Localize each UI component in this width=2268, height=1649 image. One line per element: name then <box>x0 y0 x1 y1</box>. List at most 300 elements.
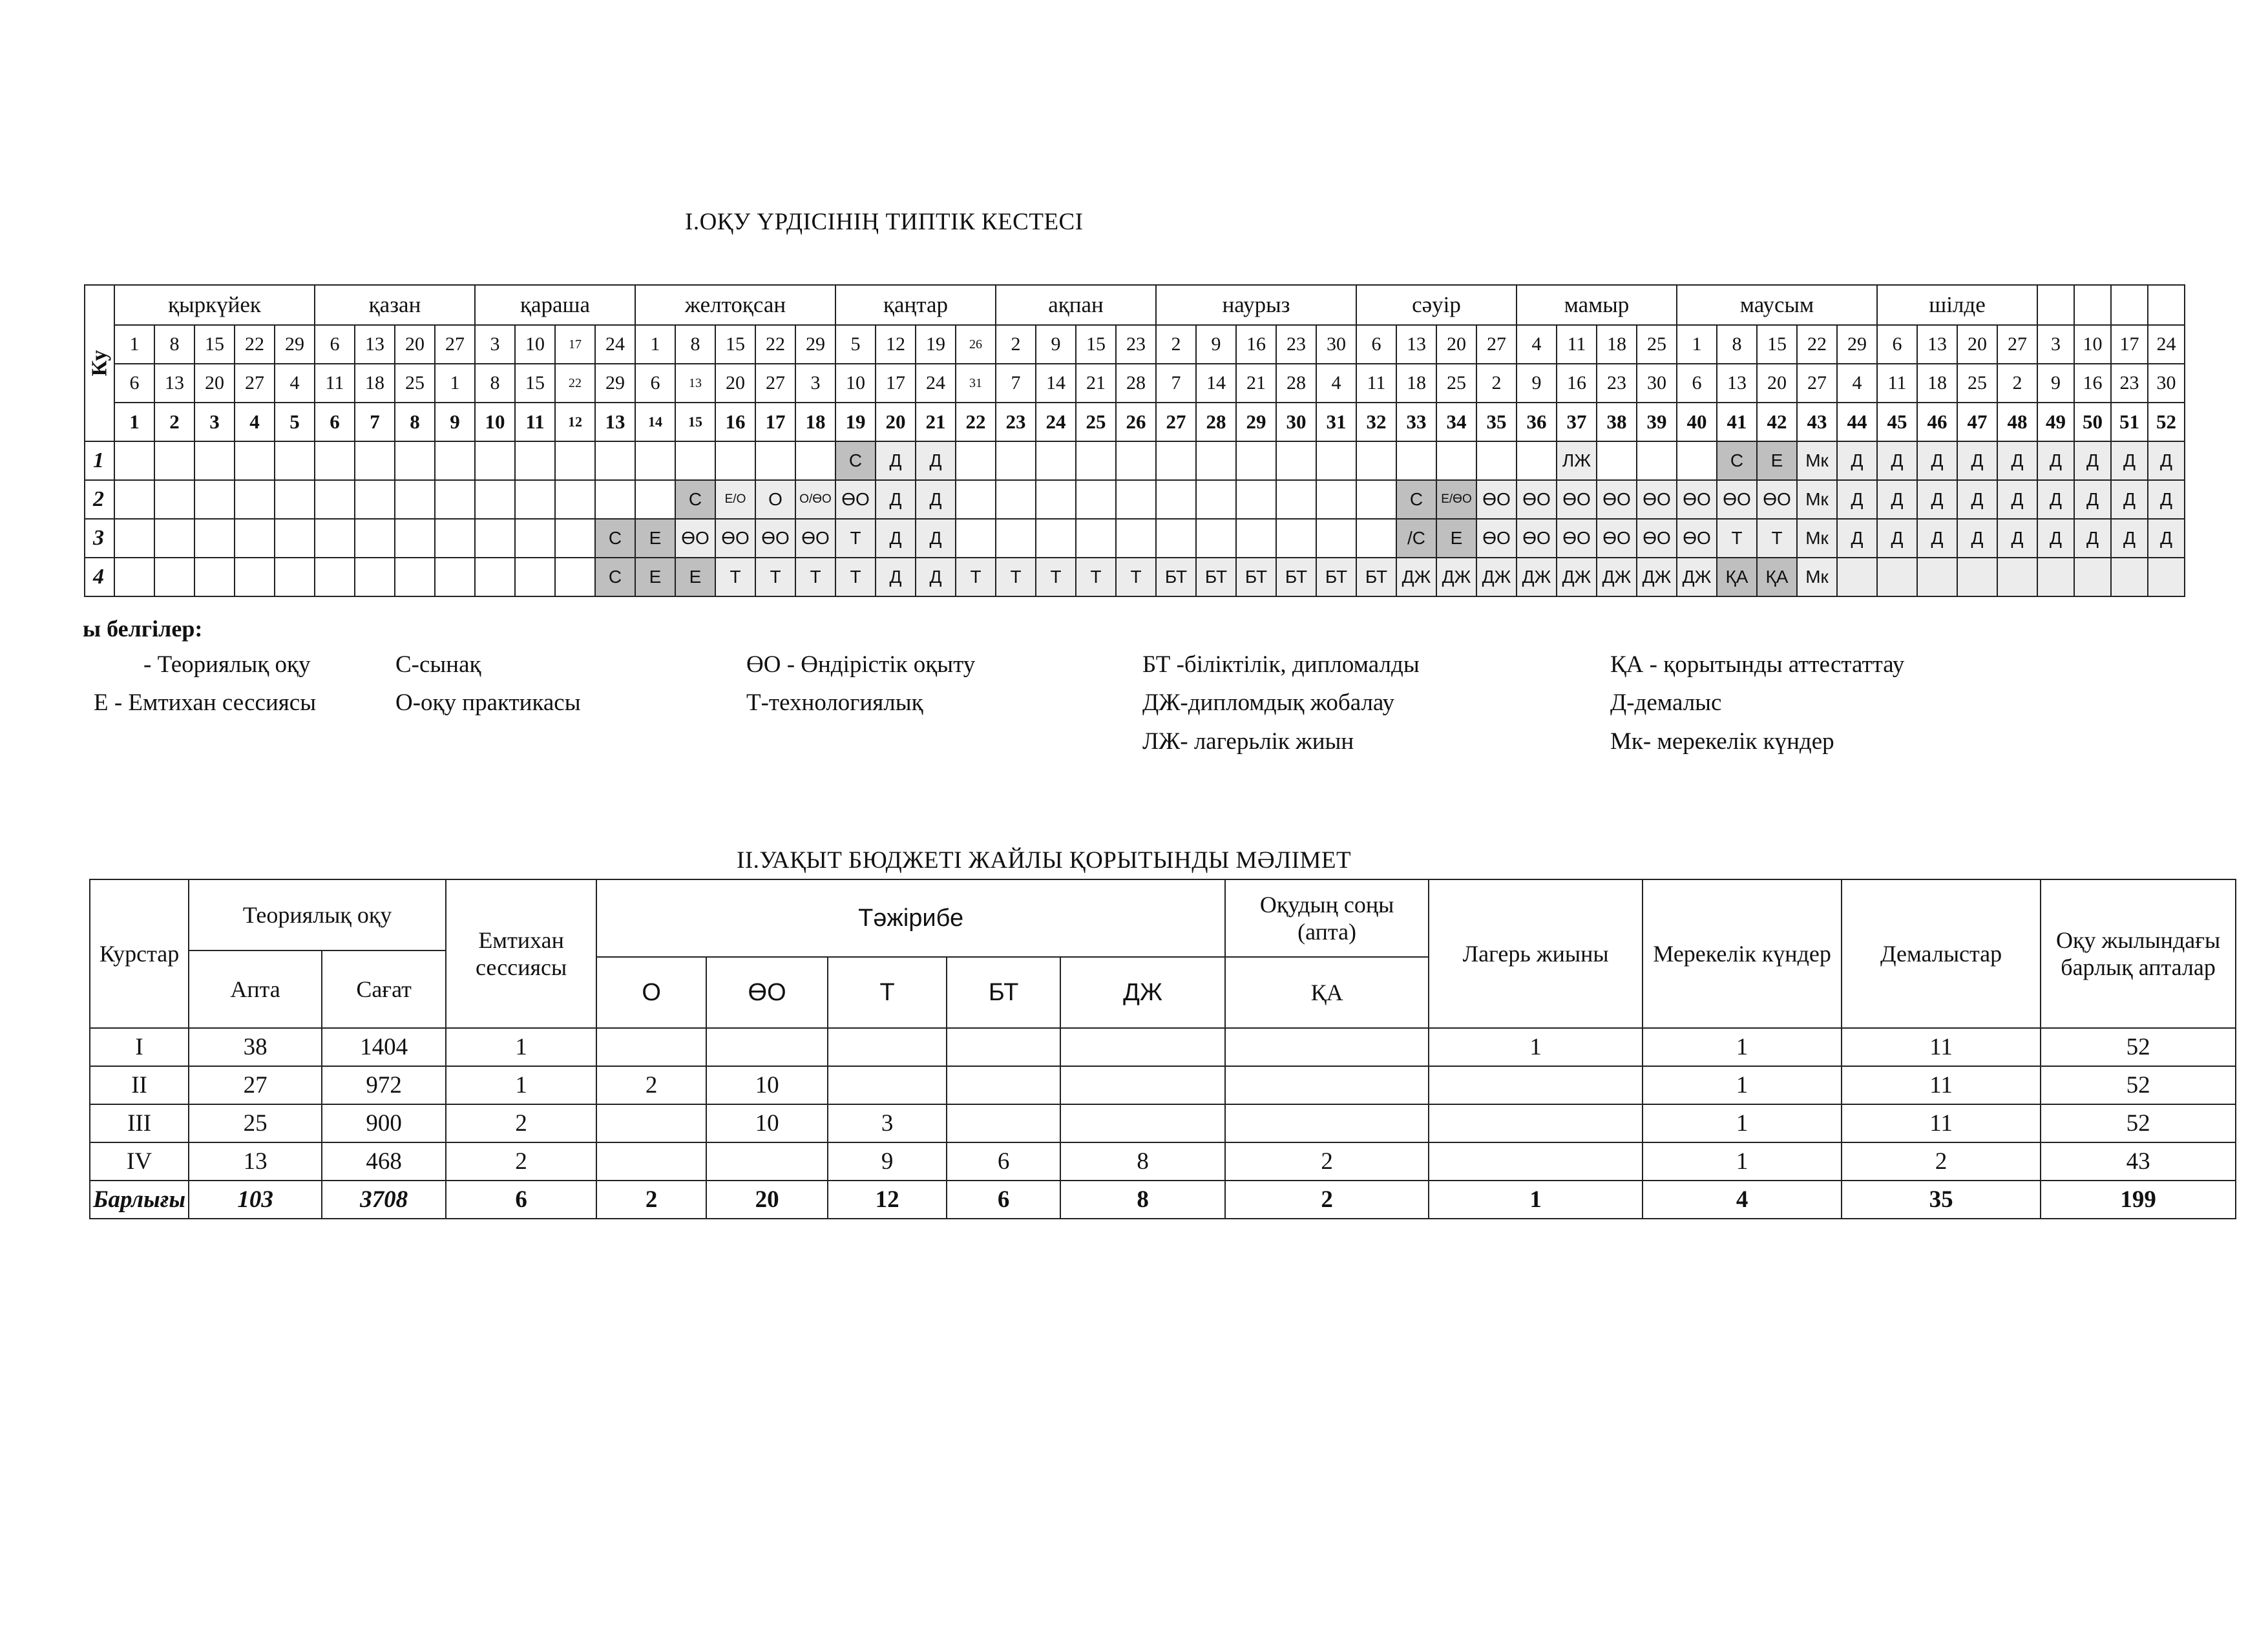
week-number: 38 <box>1597 403 1637 441</box>
schedule-cell <box>595 480 635 519</box>
week-end-day: 18 <box>1396 364 1436 403</box>
budget-cell: 1 <box>1643 1066 1842 1104</box>
week-number: 51 <box>2111 403 2148 441</box>
budget-cell: 2 <box>446 1142 596 1181</box>
schedule-cell <box>275 480 315 519</box>
total-cell: 35 <box>1842 1181 2041 1219</box>
week-end-day: 7 <box>996 364 1036 403</box>
schedule-cell: Е <box>1436 519 1476 558</box>
schedule-cell: ДЖ <box>1517 558 1557 596</box>
week-start-day: 15 <box>715 325 755 364</box>
week-end-day: 27 <box>235 364 275 403</box>
week-start-day: 27 <box>435 325 475 364</box>
schedule-cell <box>996 441 1036 480</box>
schedule-cell: Д <box>876 480 916 519</box>
week-start-day: 30 <box>1316 325 1356 364</box>
month-header: маусым <box>1677 285 1877 325</box>
schedule-cell: Д <box>916 441 956 480</box>
legend-vacation: Д-демалыс <box>1610 689 1722 716</box>
schedule-cell <box>1116 519 1156 558</box>
schedule-cell <box>1476 441 1517 480</box>
schedule-cell <box>114 519 154 558</box>
week-end-day: 11 <box>1356 364 1396 403</box>
week-start-day: 6 <box>1877 325 1917 364</box>
week-end-day: 14 <box>1036 364 1076 403</box>
budget-cell <box>1225 1028 1429 1066</box>
week-end-day: 13 <box>675 364 715 403</box>
schedule-cell: Т <box>1036 558 1076 596</box>
total-cell: 103 <box>189 1181 322 1219</box>
schedule-cell <box>1156 480 1196 519</box>
legend-exam: Е - Емтихан сессиясы <box>94 689 317 716</box>
schedule-cell: ӨО <box>1677 480 1717 519</box>
schedule-cell <box>555 480 595 519</box>
schedule-cell <box>956 519 996 558</box>
schedule-cell: Д <box>1917 519 1957 558</box>
week-number: 6 <box>315 403 355 441</box>
week-start-day: 20 <box>395 325 435 364</box>
schedule-cell: ӨО <box>835 480 876 519</box>
schedule-cell <box>1957 558 1997 596</box>
schedule-cell <box>635 480 675 519</box>
week-number: 3 <box>194 403 235 441</box>
week-start-day: 2 <box>1156 325 1196 364</box>
schedule-cell: ӨО <box>1476 519 1517 558</box>
month-header: қыркүйек <box>114 285 315 325</box>
month-header: мамыр <box>1517 285 1677 325</box>
week-end-day: 1 <box>435 364 475 403</box>
schedule-cell: Т <box>1116 558 1156 596</box>
schedule-cell: ӨО <box>755 519 795 558</box>
total-cell: 4 <box>1643 1181 1842 1219</box>
week-number: 23 <box>996 403 1036 441</box>
budget-cell: 52 <box>2041 1066 2236 1104</box>
schedule-cell: БТ <box>1316 558 1356 596</box>
schedule-cell: Д <box>2111 441 2148 480</box>
schedule-cell: ӨО <box>795 519 835 558</box>
week-number: 31 <box>1316 403 1356 441</box>
schedule-cell: Д <box>1997 519 2037 558</box>
legend-diploma-project: ДЖ-дипломдық жобалау <box>1142 689 1394 716</box>
schedule-cell: ӨО <box>715 519 755 558</box>
schedule-cell: Е/О <box>715 480 755 519</box>
schedule-cell <box>1356 480 1396 519</box>
schedule-cell: БТ <box>1356 558 1396 596</box>
total-cell: 6 <box>446 1181 596 1219</box>
week-number: 50 <box>2074 403 2111 441</box>
budget-cell <box>1429 1104 1643 1142</box>
week-end-day: 20 <box>1757 364 1797 403</box>
schedule-cell: ДЖ <box>1476 558 1517 596</box>
week-number: 42 <box>1757 403 1797 441</box>
schedule-cell: Т <box>835 519 876 558</box>
schedule-cell <box>1677 441 1717 480</box>
header-dj: ДЖ <box>1060 957 1225 1028</box>
header-exam: Емтихан сессиясы <box>446 879 596 1028</box>
budget-cell: 2 <box>1842 1142 2041 1181</box>
schedule-cell <box>1276 441 1316 480</box>
schedule-cell <box>114 441 154 480</box>
week-number: 47 <box>1957 403 1997 441</box>
budget-cell: 3 <box>828 1104 947 1142</box>
schedule-cell <box>2037 558 2074 596</box>
schedule-cell <box>355 441 395 480</box>
schedule-cell <box>635 441 675 480</box>
schedule-cell <box>795 441 835 480</box>
schedule-cell <box>475 441 515 480</box>
schedule-cell <box>275 519 315 558</box>
corner-label <box>85 285 114 441</box>
schedule-cell <box>515 441 555 480</box>
schedule-cell <box>114 558 154 596</box>
week-start-day: 13 <box>355 325 395 364</box>
week-number: 9 <box>435 403 475 441</box>
budget-cell: 10 <box>706 1104 828 1142</box>
schedule-cell: БТ <box>1156 558 1196 596</box>
budget-cell <box>828 1028 947 1066</box>
schedule-cell: ДЖ <box>1677 558 1717 596</box>
week-end-day: 20 <box>194 364 235 403</box>
schedule-cell: Е/ӨО <box>1436 480 1476 519</box>
budget-cell: 38 <box>189 1028 322 1066</box>
budget-cell: 13 <box>189 1142 322 1181</box>
schedule-cell: Д <box>1997 480 2037 519</box>
week-number: 28 <box>1196 403 1236 441</box>
budget-cell: 1 <box>1643 1104 1842 1142</box>
schedule-cell <box>2148 558 2185 596</box>
header-weeks: Апта <box>189 951 322 1028</box>
budget-cell: 9 <box>828 1142 947 1181</box>
total-label: Барлығы <box>90 1181 189 1219</box>
schedule-cell <box>1276 519 1316 558</box>
schedule-cell <box>1436 441 1476 480</box>
week-number: 34 <box>1436 403 1476 441</box>
week-end-day: 11 <box>315 364 355 403</box>
week-number: 18 <box>795 403 835 441</box>
schedule-cell: Д <box>1917 480 1957 519</box>
schedule-cell <box>755 441 795 480</box>
total-cell: 20 <box>706 1181 828 1219</box>
budget-cell <box>1060 1066 1225 1104</box>
total-cell: 199 <box>2041 1181 2236 1219</box>
schedule-cell <box>275 441 315 480</box>
week-end-day: 8 <box>475 364 515 403</box>
schedule-cell: ӨО <box>675 519 715 558</box>
schedule-cell <box>1156 519 1196 558</box>
schedule-cell: Д <box>1957 441 1997 480</box>
schedule-cell: /С <box>1396 519 1436 558</box>
budget-cell: 52 <box>2041 1104 2236 1142</box>
week-end-day: 25 <box>1957 364 1997 403</box>
header-end-study: Оқудың соңы (апта) <box>1225 879 1429 957</box>
month-header: қараша <box>475 285 635 325</box>
schedule-cell <box>1597 441 1637 480</box>
schedule-cell <box>154 519 194 558</box>
week-end-day: 30 <box>1637 364 1677 403</box>
month-header: желтоқсан <box>635 285 835 325</box>
course-label: 3 <box>85 519 114 558</box>
week-start-day: 1 <box>635 325 675 364</box>
schedule-cell <box>1076 519 1116 558</box>
week-start-day: 24 <box>595 325 635 364</box>
schedule-cell <box>275 558 315 596</box>
schedule-cell: Т <box>956 558 996 596</box>
schedule-cell <box>114 480 154 519</box>
budget-cell <box>596 1142 706 1181</box>
week-start-day: 10 <box>2074 325 2111 364</box>
schedule-cell: Д <box>916 480 956 519</box>
schedule-cell: ӨО <box>1597 519 1637 558</box>
schedule-cell: Мк <box>1797 441 1837 480</box>
schedule-cell: Д <box>1877 441 1917 480</box>
week-number: 25 <box>1076 403 1116 441</box>
legend-camp: ЛЖ- лагерьлік жиын <box>1142 728 1354 755</box>
budget-cell: 10 <box>706 1066 828 1104</box>
month-header <box>2148 285 2185 325</box>
schedule-cell <box>1236 441 1276 480</box>
schedule-cell: БТ <box>1236 558 1276 596</box>
schedule-cell: Д <box>2037 519 2074 558</box>
week-end-day: 23 <box>1597 364 1637 403</box>
week-end-day: 15 <box>515 364 555 403</box>
week-start-day: 27 <box>1997 325 2037 364</box>
week-start-day: 22 <box>1797 325 1837 364</box>
budget-cell <box>596 1028 706 1066</box>
schedule-cell: Д <box>1877 519 1917 558</box>
week-end-day: 10 <box>835 364 876 403</box>
month-header: шілде <box>1877 285 2037 325</box>
schedule-cell <box>1396 441 1436 480</box>
week-start-day: 8 <box>154 325 194 364</box>
schedule-cell <box>715 441 755 480</box>
schedule-cell <box>1076 480 1116 519</box>
month-header <box>2074 285 2111 325</box>
header-holidays: Мерекелік күндер <box>1643 879 1842 1028</box>
week-start-day: 19 <box>916 325 956 364</box>
schedule-cell <box>235 558 275 596</box>
week-number: 11 <box>515 403 555 441</box>
schedule-cell: Т <box>755 558 795 596</box>
schedule-cell <box>315 480 355 519</box>
legend-industrial: ӨО - Өндірістік оқыту <box>746 651 976 678</box>
week-number: 24 <box>1036 403 1076 441</box>
schedule-cell <box>395 519 435 558</box>
week-start-day: 29 <box>275 325 315 364</box>
schedule-cell: ӨО <box>1476 480 1517 519</box>
budget-cell: 1 <box>1643 1028 1842 1066</box>
week-start-day: 25 <box>1637 325 1677 364</box>
week-end-day: 24 <box>916 364 956 403</box>
total-cell: 6 <box>947 1181 1060 1219</box>
week-number: 21 <box>916 403 956 441</box>
schedule-cell: Е <box>635 519 675 558</box>
schedule-cell <box>1917 558 1957 596</box>
schedule-cell <box>1997 558 2037 596</box>
week-number: 27 <box>1156 403 1196 441</box>
schedule-cell <box>154 441 194 480</box>
schedule-cell <box>555 519 595 558</box>
week-start-day: 17 <box>2111 325 2148 364</box>
row-course-label: I <box>90 1028 189 1066</box>
week-end-day: 18 <box>1917 364 1957 403</box>
week-start-day: 15 <box>1757 325 1797 364</box>
week-number: 30 <box>1276 403 1316 441</box>
schedule-cell <box>1316 480 1356 519</box>
schedule-cell <box>1236 480 1276 519</box>
week-end-day: 20 <box>715 364 755 403</box>
schedule-cell: О/ӨО <box>795 480 835 519</box>
header-ka: ҚА <box>1225 957 1429 1028</box>
week-start-day: 6 <box>315 325 355 364</box>
schedule-cell <box>475 519 515 558</box>
schedule-cell <box>235 480 275 519</box>
budget-cell <box>947 1028 1060 1066</box>
schedule-cell <box>1196 480 1236 519</box>
budget-cell <box>1060 1104 1225 1142</box>
course-label: 2 <box>85 480 114 519</box>
week-number: 22 <box>956 403 996 441</box>
schedule-cell: ҚА <box>1757 558 1797 596</box>
week-start-day: 12 <box>876 325 916 364</box>
week-number: 45 <box>1877 403 1917 441</box>
schedule-cell <box>555 441 595 480</box>
week-number: 19 <box>835 403 876 441</box>
week-start-day: 13 <box>1396 325 1436 364</box>
week-end-day: 2 <box>1997 364 2037 403</box>
week-number: 29 <box>1236 403 1276 441</box>
row-course-label: III <box>90 1104 189 1142</box>
week-start-day: 1 <box>114 325 154 364</box>
week-number: 46 <box>1917 403 1957 441</box>
week-number: 17 <box>755 403 795 441</box>
schedule-cell <box>1877 558 1917 596</box>
schedule-cell: Д <box>2074 519 2111 558</box>
budget-cell <box>596 1104 706 1142</box>
schedule-cell: С <box>1396 480 1436 519</box>
budget-cell: 1 <box>446 1028 596 1066</box>
schedule-cell <box>1116 441 1156 480</box>
total-cell: 12 <box>828 1181 947 1219</box>
budget-cell: 900 <box>322 1104 446 1142</box>
schedule-cell: Д <box>1957 480 1997 519</box>
schedule-cell <box>1637 441 1677 480</box>
schedule-cell <box>1196 519 1236 558</box>
schedule-cell: Т <box>835 558 876 596</box>
schedule-cell <box>1316 519 1356 558</box>
week-end-day: 30 <box>2148 364 2185 403</box>
week-start-day: 6 <box>1356 325 1396 364</box>
week-end-day: 31 <box>956 364 996 403</box>
schedule-cell <box>355 519 395 558</box>
month-header: сәуір <box>1356 285 1517 325</box>
header-courses: Курстар <box>90 879 189 1028</box>
schedule-cell: ҚА <box>1717 558 1757 596</box>
month-header <box>2037 285 2074 325</box>
total-cell: 3708 <box>322 1181 446 1219</box>
schedule-cell <box>315 441 355 480</box>
schedule-cell <box>515 519 555 558</box>
schedule-cell: Д <box>876 441 916 480</box>
schedule-cell: ДЖ <box>1597 558 1637 596</box>
schedule-cell: БТ <box>1196 558 1236 596</box>
week-end-day: 7 <box>1156 364 1196 403</box>
budget-cell: 1404 <box>322 1028 446 1066</box>
schedule-cell <box>154 480 194 519</box>
schedule-cell: Мк <box>1797 480 1837 519</box>
schedule-cell: Д <box>2037 441 2074 480</box>
schedule-table <box>84 284 2185 597</box>
course-label: 4 <box>85 558 114 596</box>
week-end-day: 9 <box>2037 364 2074 403</box>
week-start-day: 8 <box>1717 325 1757 364</box>
week-end-day: 23 <box>2111 364 2148 403</box>
schedule-cell <box>996 480 1036 519</box>
header-bt: БТ <box>947 957 1060 1028</box>
week-start-day: 4 <box>1517 325 1557 364</box>
week-end-day: 21 <box>1076 364 1116 403</box>
month-header: қазан <box>315 285 475 325</box>
header-theory: Теориялық оқу <box>189 879 446 951</box>
week-start-day: 2 <box>996 325 1036 364</box>
legend-heading: ы белгілер: <box>83 616 203 642</box>
week-end-day: 16 <box>1557 364 1597 403</box>
week-start-day: 22 <box>755 325 795 364</box>
schedule-cell: Д <box>2074 480 2111 519</box>
week-number: 16 <box>715 403 755 441</box>
week-start-day: 22 <box>235 325 275 364</box>
schedule-cell <box>1036 480 1076 519</box>
week-number: 35 <box>1476 403 1517 441</box>
week-end-day: 28 <box>1116 364 1156 403</box>
schedule-cell: Д <box>916 519 956 558</box>
schedule-cell: ӨО <box>1557 519 1597 558</box>
week-number: 44 <box>1837 403 1877 441</box>
schedule-cell <box>1517 441 1557 480</box>
corner-label-text: Ку <box>87 350 111 377</box>
schedule-cell: Д <box>876 519 916 558</box>
week-end-day: 22 <box>555 364 595 403</box>
week-start-day: 17 <box>555 325 595 364</box>
schedule-cell: ӨО <box>1637 480 1677 519</box>
week-end-day: 9 <box>1517 364 1557 403</box>
week-end-day: 29 <box>595 364 635 403</box>
legend-test: С-сынақ <box>395 651 481 678</box>
budget-cell: 6 <box>947 1142 1060 1181</box>
header-total-weeks: Оқу жылындағы барлық апталар <box>2041 879 2236 1028</box>
header-t: Т <box>828 957 947 1028</box>
schedule-cell: Т <box>715 558 755 596</box>
legend-final-attestation: ҚА - қорытынды аттестаттау <box>1610 651 1905 678</box>
schedule-cell: ДЖ <box>1396 558 1436 596</box>
schedule-cell <box>1156 441 1196 480</box>
week-end-day: 3 <box>795 364 835 403</box>
budget-cell: 11 <box>1842 1104 2041 1142</box>
header-vacations: Демалыстар <box>1842 879 2041 1028</box>
schedule-cell: Е <box>675 558 715 596</box>
week-number: 39 <box>1637 403 1677 441</box>
schedule-cell: Д <box>1997 441 2037 480</box>
budget-cell <box>1429 1066 1643 1104</box>
week-end-day: 28 <box>1276 364 1316 403</box>
schedule-cell <box>315 558 355 596</box>
budget-cell: 2 <box>1225 1142 1429 1181</box>
week-number: 15 <box>675 403 715 441</box>
schedule-cell: ДЖ <box>1557 558 1597 596</box>
schedule-cell: ДЖ <box>1637 558 1677 596</box>
week-start-day: 11 <box>1557 325 1597 364</box>
week-number: 8 <box>395 403 435 441</box>
schedule-cell <box>2111 558 2148 596</box>
